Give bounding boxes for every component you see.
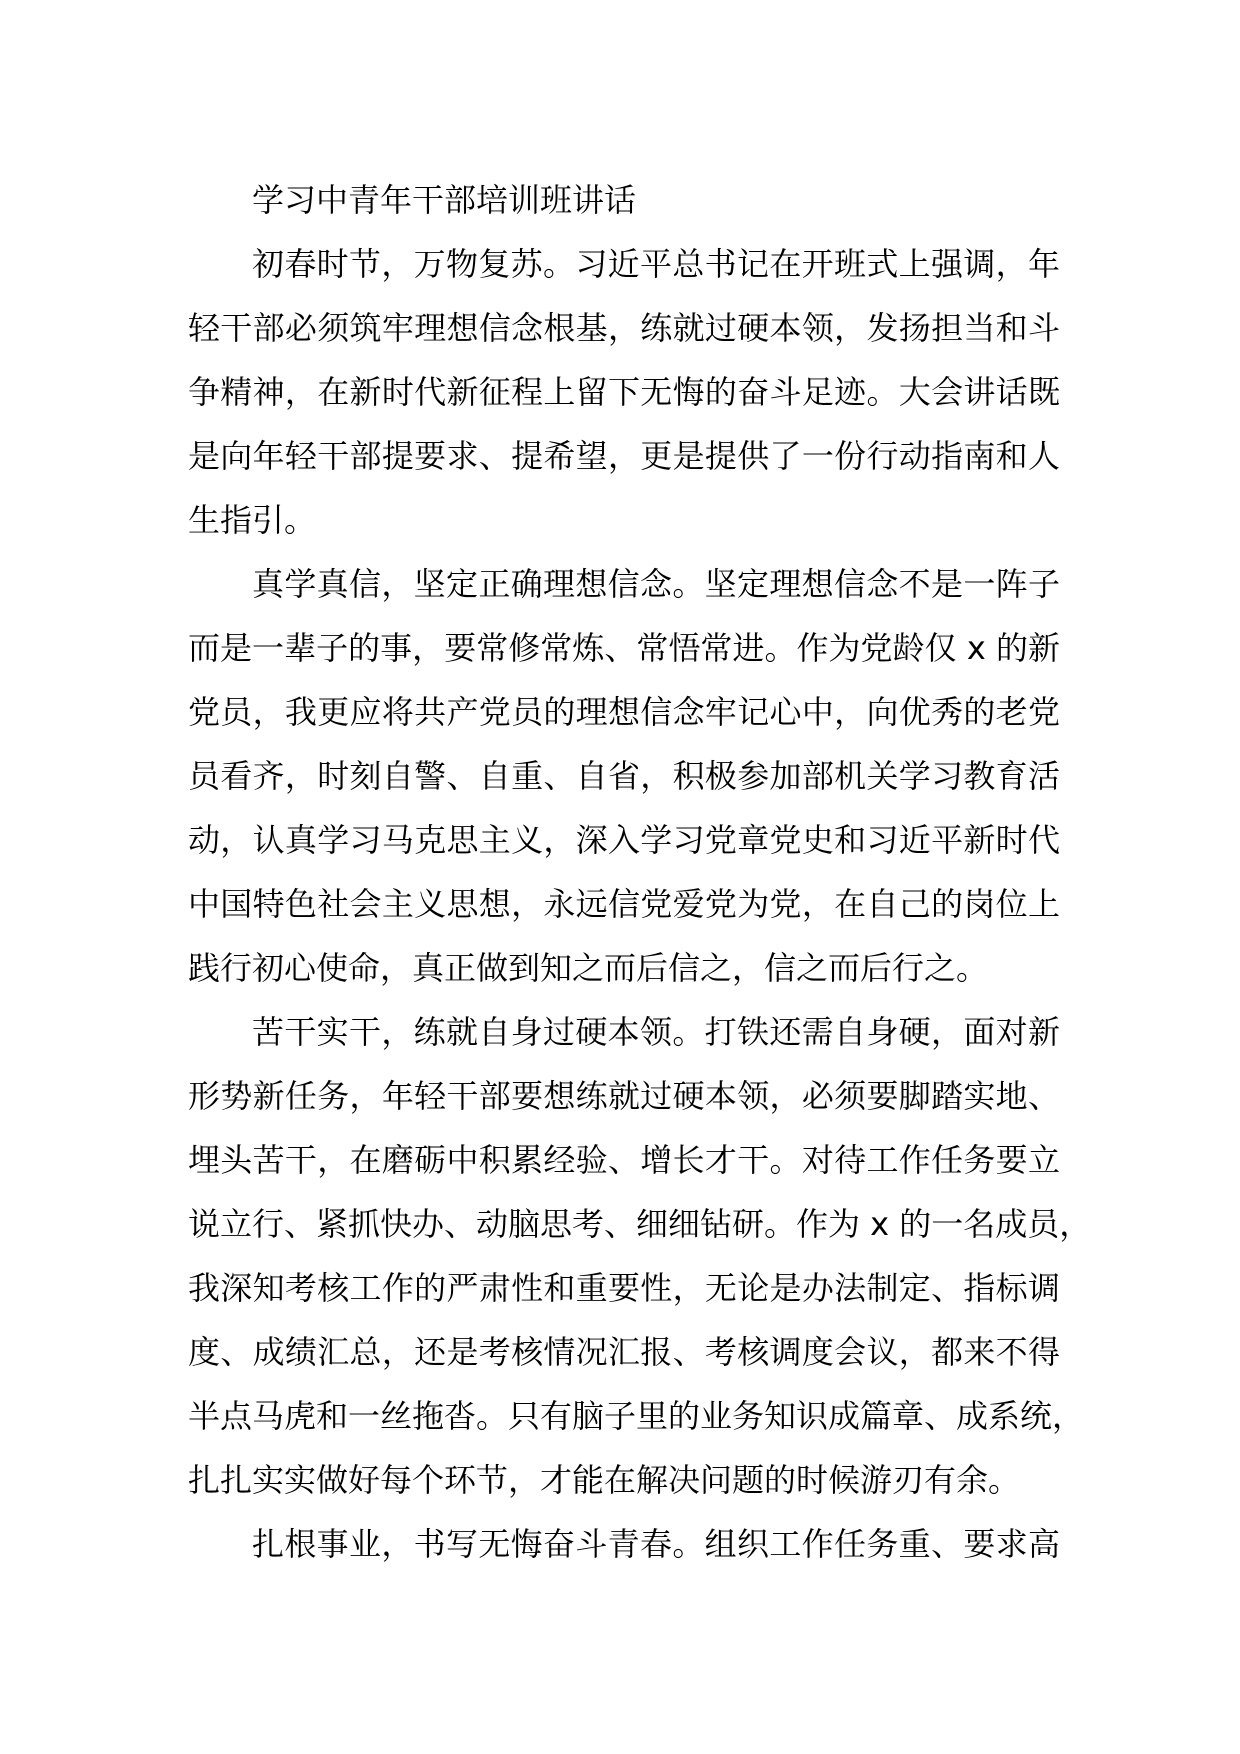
paragraph-line: 形势新任务，年轻干部要想练就过硬本领，必须要脚踏实地、 (188, 1077, 1060, 1115)
paragraph-line: 动，认真学习马克思主义，深入学习党章党史和习近平新时代 (188, 821, 1060, 859)
paragraph-line: 而是一辈子的事，要常修常炼、常悟常进。作为党龄仅 x 的新 (188, 629, 1060, 667)
paragraph-line: 埋头苦干，在磨砺中积累经验、增长才干。对待工作任务要立 (188, 1141, 1060, 1179)
paragraph-line: 生指引。 (188, 501, 317, 539)
paragraph-line: 中国特色社会主义思想，永远信党爱党为党，在自己的岗位上 (188, 885, 1060, 923)
paragraph-3 (188, 1000, 1092, 1512)
paragraph-line: 扎扎实实做好每个环节，才能在解决问题的时候游刃有余。 (188, 1461, 1021, 1499)
paragraph-line: 度、成绩汇总，还是考核情况汇报、考核调度会议，都来不得 (188, 1333, 1060, 1371)
paragraph-line: 初春时节，万物复苏。习近平总书记在开班式上强调，年 (252, 245, 1060, 283)
paragraph-line: 践行初心使命，真正做到知之而后信之，信之而后行之。 (188, 949, 989, 987)
paragraph-line: 我深知考核工作的严肃性和重要性，无论是办法制定、指标调 (188, 1269, 1060, 1307)
paragraph-line: 争精神，在新时代新征程上留下无悔的奋斗足迹。大会讲话既 (188, 373, 1060, 411)
paragraph-line: 半点马虎和一丝拖沓。只有脑子里的业务知识成篇章、成系统， (188, 1397, 1085, 1435)
paragraph-line: 苦干实干，练就自身过硬本领。打铁还需自身硬，面对新 (252, 1013, 1060, 1051)
paragraph-line: 员看齐，时刻自警、自重、自省，积极参加部机关学习教育活 (188, 757, 1060, 795)
paragraph-line: 真学真信，坚定正确理想信念。坚定理想信念不是一阵子 (252, 565, 1060, 603)
paragraph-4 (188, 1512, 1060, 1576)
paragraph-line: 轻干部必须筑牢理想信念根基，练就过硬本领，发扬担当和斗 (188, 309, 1060, 347)
document-page (188, 168, 1092, 1576)
paragraph-line: 说立行、紧抓快办、动脑思考、细细钻研。作为 x 的一名成员， (188, 1205, 1092, 1243)
paragraph-line: 党员，我更应将共产党员的理想信念牢记心中，向优秀的老党 (188, 693, 1060, 731)
paragraph-2 (188, 552, 1060, 1000)
paragraph-line: 扎根事业，书写无悔奋斗青春。组织工作任务重、要求高 (252, 1525, 1060, 1563)
document-title: 学习中青年干部培训班讲话 (252, 181, 637, 219)
paragraph-1 (188, 232, 1060, 552)
paragraph-line: 是向年轻干部提要求、提希望，更是提供了一份行动指南和人 (188, 437, 1060, 475)
